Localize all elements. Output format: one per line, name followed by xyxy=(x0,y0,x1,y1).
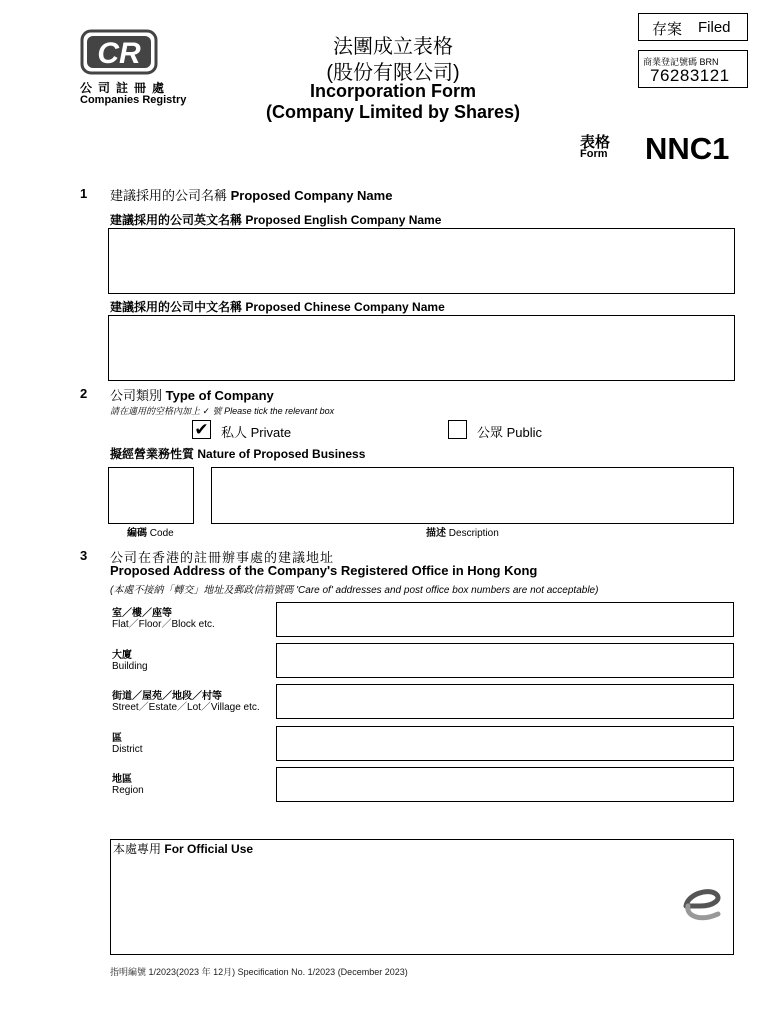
address-label-street-zh: 街道／屋苑／地段／村等 xyxy=(112,691,222,702)
address-label-street xyxy=(112,691,260,713)
section-2-title xyxy=(110,385,274,404)
business-description-field[interactable] xyxy=(211,467,734,524)
spec-month-zh: 12 xyxy=(213,967,224,977)
address-label-region-en: Region xyxy=(112,785,144,796)
spec-month-suffix-zh: 月) xyxy=(223,967,236,977)
description-caption xyxy=(426,524,499,539)
english-name-label-zh: 建議採用的公司英文名稱 xyxy=(110,213,243,227)
address-label-flat xyxy=(112,608,215,630)
e-filing-logo-icon xyxy=(678,884,724,924)
section-2-note-en: Please tick the relevant box xyxy=(224,406,335,416)
official-use-label xyxy=(113,840,253,857)
section-1-title-en: Proposed Company Name xyxy=(230,188,393,203)
spec-number-en: Specification No. 1/2023 (December 2023) xyxy=(237,967,408,977)
form-code: NNC1 xyxy=(645,131,730,166)
address-street-field[interactable] xyxy=(276,684,734,719)
form-title-zh: 法團成立表格 xyxy=(333,36,453,58)
section-2-number: 2 xyxy=(80,386,88,401)
business-code-field[interactable] xyxy=(108,467,194,524)
address-label-district-en: District xyxy=(112,744,143,755)
form-title-en: Incorporation Form xyxy=(310,81,476,101)
english-company-name-field[interactable] xyxy=(108,228,735,294)
section-1-number: 1 xyxy=(80,186,88,201)
address-label-flat-en: Flat／Floor／Block etc. xyxy=(112,619,215,630)
code-caption-en: Code xyxy=(149,528,174,539)
address-label-building xyxy=(112,650,148,672)
brn-value[interactable]: 76283121 xyxy=(650,66,730,85)
section-3-note-en: 'Care of' addresses and post office box numbers are not acceptable) xyxy=(296,585,599,596)
registry-name-zh: 公司註冊處 xyxy=(80,81,171,95)
private-label-en: Private xyxy=(250,425,292,440)
private-label-zh: 私人 xyxy=(221,425,248,440)
filed-label-zh: 存案 xyxy=(652,21,683,38)
business-label-zh: 擬經營業務性質 xyxy=(110,447,195,461)
address-flat-field[interactable] xyxy=(276,602,734,637)
address-label-street-en: Street／Estate／Lot／Village etc. xyxy=(112,702,260,713)
specification-footer xyxy=(110,965,408,978)
registry-name-en: Companies Registry xyxy=(80,94,187,106)
address-label-region-zh: 地區 xyxy=(112,774,132,785)
section-2-title-en: Type of Company xyxy=(165,388,274,403)
chinese-name-label-zh: 建議採用的公司中文名稱 xyxy=(110,300,243,314)
spec-year-zh: 年 xyxy=(201,967,211,977)
address-region-field[interactable] xyxy=(276,767,734,802)
public-label-zh: 公眾 xyxy=(477,425,504,440)
public-label-en: Public xyxy=(506,425,543,440)
official-use-label-en: For Official Use xyxy=(164,842,254,856)
section-3-number: 3 xyxy=(80,548,88,563)
form-label-zh: 表格 xyxy=(580,134,611,151)
address-label-building-en: Building xyxy=(112,661,148,672)
code-caption xyxy=(127,524,174,539)
code-caption-zh: 編碼 xyxy=(127,528,147,539)
section-3-title-en: Proposed Address of the Company's Registered Office in Hong Kong xyxy=(110,563,538,578)
address-label-building-zh: 大廈 xyxy=(112,650,132,661)
public-checkbox[interactable] xyxy=(448,420,467,439)
public-option-label xyxy=(477,422,542,441)
private-option-label xyxy=(221,422,291,441)
description-caption-en: Description xyxy=(448,528,499,539)
chinese-name-label xyxy=(110,298,445,315)
address-building-field[interactable] xyxy=(276,643,734,678)
description-caption-zh: 描述 xyxy=(426,528,446,539)
filed-label-en: Filed xyxy=(698,19,731,36)
section-2-note-zh: 請在適用的空格內加上 ✓ 號 xyxy=(110,406,222,416)
brn-label: 商業登記號碼 BRN xyxy=(643,57,719,67)
business-nature-label xyxy=(110,445,365,462)
business-label-en: Nature of Proposed Business xyxy=(197,447,366,461)
address-label-region xyxy=(112,774,144,796)
section-3-note-zh: (本處不接納「轉交」地址及郵政信箱號碼 xyxy=(110,585,294,596)
form-subtitle-zh: (股份有限公司) xyxy=(326,62,460,84)
section-1-title-zh: 建議採用的公司名稱 xyxy=(110,188,228,203)
section-1-title xyxy=(110,185,392,204)
spec-number-zh: 指明編號 1/2023(2023 xyxy=(110,967,200,977)
private-checkbox[interactable] xyxy=(192,420,211,439)
section-2-note xyxy=(110,404,334,417)
section-2-title-zh: 公司類別 xyxy=(110,388,163,403)
section-3-title-zh: 公司在香港的註冊辦事處的建議地址 xyxy=(110,550,335,565)
address-label-district xyxy=(112,733,143,755)
address-label-district-zh: 區 xyxy=(112,733,122,744)
address-district-field[interactable] xyxy=(276,726,734,761)
section-3-note xyxy=(110,581,598,596)
logo-text: CR xyxy=(97,37,141,70)
check-mark-icon: ✔ xyxy=(194,420,209,439)
official-use-label-zh: 本處專用 xyxy=(113,842,162,856)
companies-registry-logo xyxy=(80,29,158,75)
english-name-label-en: Proposed English Company Name xyxy=(245,213,442,227)
form-subtitle-en: (Company Limited by Shares) xyxy=(265,102,521,122)
form-label-en: Form xyxy=(580,148,608,160)
address-label-flat-zh: 室／樓／座等 xyxy=(112,608,172,619)
chinese-name-label-en: Proposed Chinese Company Name xyxy=(245,300,445,314)
english-name-label xyxy=(110,211,441,228)
chinese-company-name-field[interactable] xyxy=(108,315,735,381)
